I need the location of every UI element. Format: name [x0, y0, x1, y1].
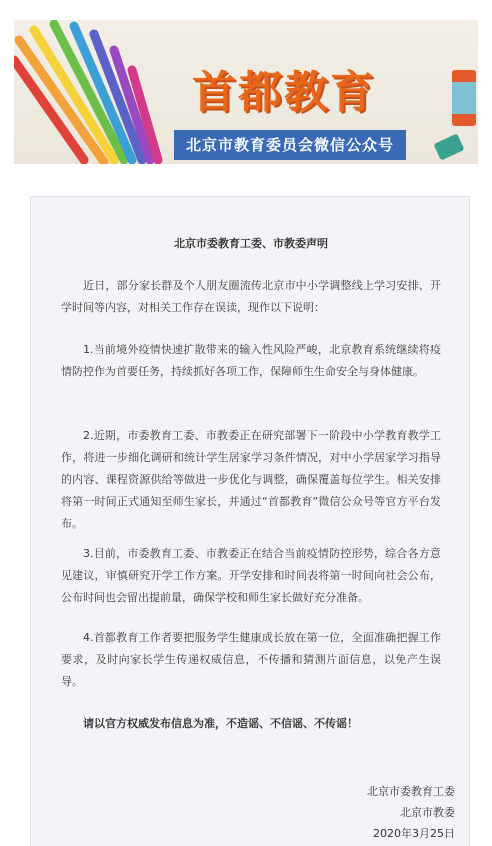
- header-banner: [14, 20, 478, 164]
- paragraph-4: 4.首都教育工作者要把服务学生健康成长放在第一位，全面准确把握工作要求，及时向家长学生传递权威信息，不传播和猜测片面信息，以免产生误导。: [61, 631, 441, 688]
- eraser-band: [452, 82, 476, 114]
- paragraph-1: 1.当前境外疫情快速扩散带来的输入性风险严峻，北京教育系统继续将疫情防控作为首要任务，持续抓好各项工作，保障师生生命安全与身体健康。: [61, 343, 441, 378]
- closing-statement: 请以官方权威发布信息为准，不造谣、不信谣、不传谣！: [83, 717, 358, 730]
- statement-title: 北京市委教育工委、市教委声明: [174, 237, 328, 250]
- signature-org-1: 北京市委教育工委: [367, 785, 455, 798]
- signature-date: 2020年3月25日: [373, 827, 455, 840]
- sharpener-icon: [433, 133, 464, 160]
- statement-card: [30, 196, 470, 846]
- colored-pencils-icon: [14, 20, 164, 164]
- signature-org-2: 北京市教委: [400, 806, 455, 819]
- paragraph-2: 2.近期，市委教育工委、市教委正在研究部署下一阶段中小学教育教学工作，将进一步细化调研和统计学生居家学习条件情况，对中小学居家学习指导的内容、课程资源供给等做进一步优化与调整，确保覆盖每位学生。相关安排将第一时间正式通知至师生家长，并通过“首都教育”微信公众号等官方平台发布。: [61, 429, 441, 530]
- banner-title: 首都教育: [192, 67, 376, 118]
- paragraph-intro: 近日，部分家长群及个人朋友圈流传北京市中小学调整线上学习安排、开学时间等内容，对相关工作存在误读，现作以下说明：: [61, 279, 441, 314]
- paragraph-3: 3.目前，市委教育工委、市教委正在结合当前疫情防控形势，综合各方意见建议，审慎研究开学工作方案。开学安排和时间表将第一时间向社会公布，公布时间也会留出提前量，确保学校和师生家长做好充分准备。: [61, 547, 441, 604]
- banner-subtitle: 北京市教育委员会微信公众号: [174, 130, 406, 160]
